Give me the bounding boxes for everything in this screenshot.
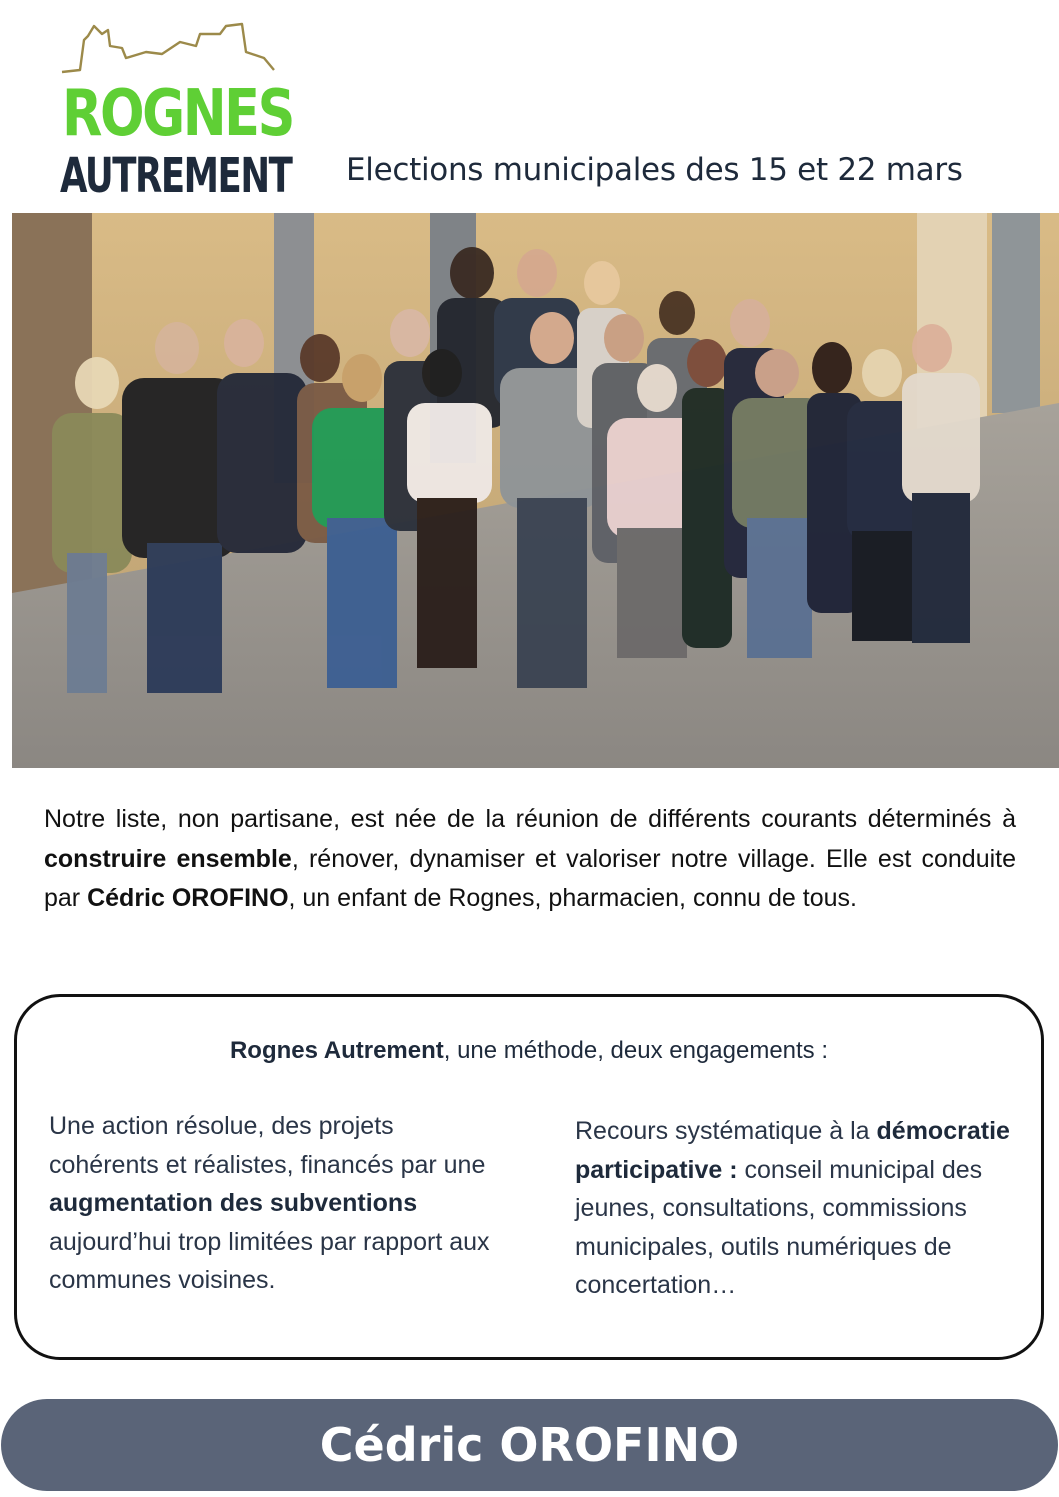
left-text-2: aujourd’hui trop limitées par rapport aux communes voisines. — [49, 1227, 490, 1294]
left-text-1: Une action résolue, des projets cohérents et réalistes, financés par une — [49, 1112, 486, 1179]
logo-line-autrement: AUTREMENT — [60, 148, 292, 204]
commitment-left — [49, 1107, 509, 1300]
rognes-autrement-logo — [50, 12, 293, 204]
right-bold: démocratie participative : — [575, 1117, 1010, 1184]
intro-text-1: Notre liste, non partisane, est née de la réunion de différents courants déterminés à — [44, 805, 1016, 833]
election-subtitle: Elections municipales des 15 et 22 mars — [346, 152, 963, 188]
group-photo — [12, 213, 1059, 768]
intro-text-3: , un enfant de Rognes, pharmacien, connu de tous. — [288, 884, 857, 912]
commitment-right — [575, 1112, 1035, 1305]
heading-bold: Rognes Autrement — [229, 1037, 444, 1064]
team-photo-illustration — [12, 213, 1059, 768]
intro-paragraph — [44, 800, 1016, 919]
right-text-2: conseil municipal des jeunes, consultations, commissions municipales, outils numériques de concertation… — [575, 1155, 983, 1299]
right-text-1: Recours systématique à la — [575, 1117, 877, 1145]
candidate-name: Cédric OROFINO — [319, 1418, 740, 1472]
heading-rest: , une méthode, deux engagements : — [443, 1037, 829, 1064]
commitments-box — [14, 994, 1044, 1360]
left-bold: augmentation des subventions — [49, 1189, 418, 1217]
intro-text-2: , rénover, dynamiser et valoriser notre village. Elle est conduite par — [44, 844, 1017, 912]
intro-bold-1: construire ensemble — [44, 844, 292, 873]
commitments-heading — [17, 1037, 1041, 1065]
logo-line-rognes: ROGNES — [62, 77, 293, 151]
intro-bold-2: Cédric OROFINO — [87, 884, 289, 912]
candidate-name-banner — [1, 1399, 1058, 1491]
